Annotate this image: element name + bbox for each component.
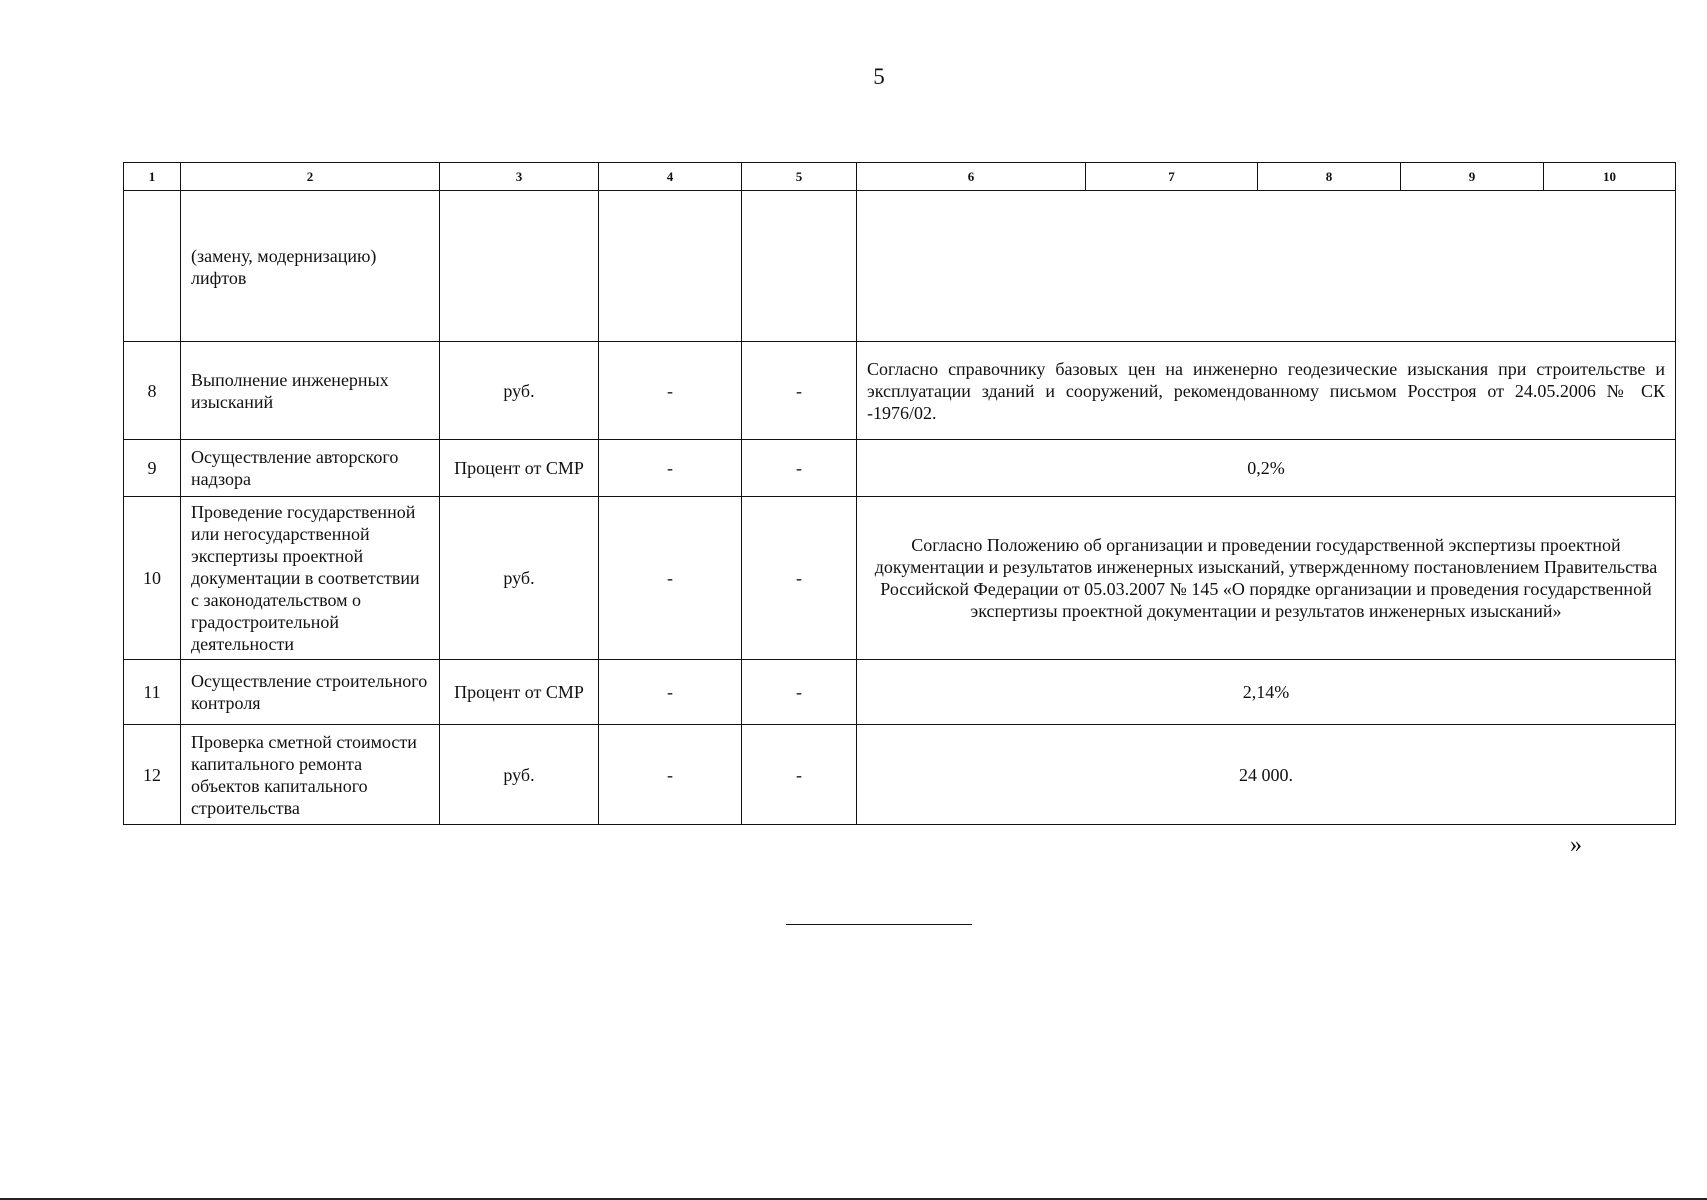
row-value: 24 000. <box>857 725 1676 825</box>
col-header: 10 <box>1544 163 1676 191</box>
col-header: 1 <box>124 163 181 191</box>
table-row <box>124 497 1676 660</box>
row-col4: - <box>599 342 742 440</box>
row-unit-cell <box>440 191 599 342</box>
row-value-cell <box>857 191 1676 342</box>
row-unit: руб. <box>440 725 599 825</box>
row-name-cell: (замену, модернизацию) лифтов <box>181 191 440 342</box>
table-row <box>124 725 1676 825</box>
col-header: 8 <box>1258 163 1401 191</box>
rates-table <box>123 162 1676 825</box>
col-header: 4 <box>599 163 742 191</box>
row-col5: - <box>742 725 857 825</box>
row-col4: - <box>599 497 742 660</box>
row-col5: - <box>742 660 857 725</box>
row-value: 2,14% <box>857 660 1676 725</box>
row-number: 11 <box>124 660 181 725</box>
row-col5: - <box>742 342 857 440</box>
end-divider-line <box>786 924 972 925</box>
row-col4: - <box>599 725 742 825</box>
col-header: 6 <box>857 163 1086 191</box>
row-unit: Процент от СМР <box>440 660 599 725</box>
row-col5: - <box>742 440 857 497</box>
column-header-row <box>124 163 1676 191</box>
row-number-cell <box>124 191 181 342</box>
row-value: Согласно справочнику базовых цен на инженерно геодезические изыскания при строительстве и эксплуатации зданий и сооружений, рекомендованному письмом Росстроя от 24.05.2006 № СК -1976/02. <box>857 342 1676 440</box>
row-name: Выполнение инженерных изысканий <box>181 342 440 440</box>
col-header: 5 <box>742 163 857 191</box>
page-number: 5 <box>873 64 885 89</box>
col-header: 7 <box>1086 163 1258 191</box>
col-header: 9 <box>1401 163 1544 191</box>
row-name: Проверка сметной стоимости капитального ремонта объектов капитального строительства <box>181 725 440 825</box>
row-col4: - <box>599 660 742 725</box>
closing-quote: » <box>1570 832 1582 858</box>
row-col4: - <box>599 440 742 497</box>
row-name: Проведение государственной или негосударственной экспертизы проектной документации в соответствии с законодательством о градостроительной деятельности <box>181 497 440 660</box>
row-unit: руб. <box>440 342 599 440</box>
row-name: Осуществление строительного контроля <box>181 660 440 725</box>
table-row <box>124 440 1676 497</box>
row-col5-cell <box>742 191 857 342</box>
row-unit: руб. <box>440 497 599 660</box>
row-col5: - <box>742 497 857 660</box>
col-header: 3 <box>440 163 599 191</box>
table-row-continuation <box>124 191 1676 342</box>
table-row <box>124 342 1676 440</box>
row-number: 9 <box>124 440 181 497</box>
row-number: 10 <box>124 497 181 660</box>
row-value: 0,2% <box>857 440 1676 497</box>
table-row <box>124 660 1676 725</box>
row-number: 8 <box>124 342 181 440</box>
row-number: 12 <box>124 725 181 825</box>
row-name: Осуществление авторского надзора <box>181 440 440 497</box>
row-unit: Процент от СМР <box>440 440 599 497</box>
row-col4-cell <box>599 191 742 342</box>
row-value: Согласно Положению об организации и проведении государственной экспертизы проектной документации и результатов инженерных изысканий, утвержденному постановлением Правительства Российской Федерации от 05.03.2007 № 145 «О порядке организации и проведения государственной экспертизы проектной документации и результатов инженерных изысканий» <box>857 497 1676 660</box>
col-header: 2 <box>181 163 440 191</box>
